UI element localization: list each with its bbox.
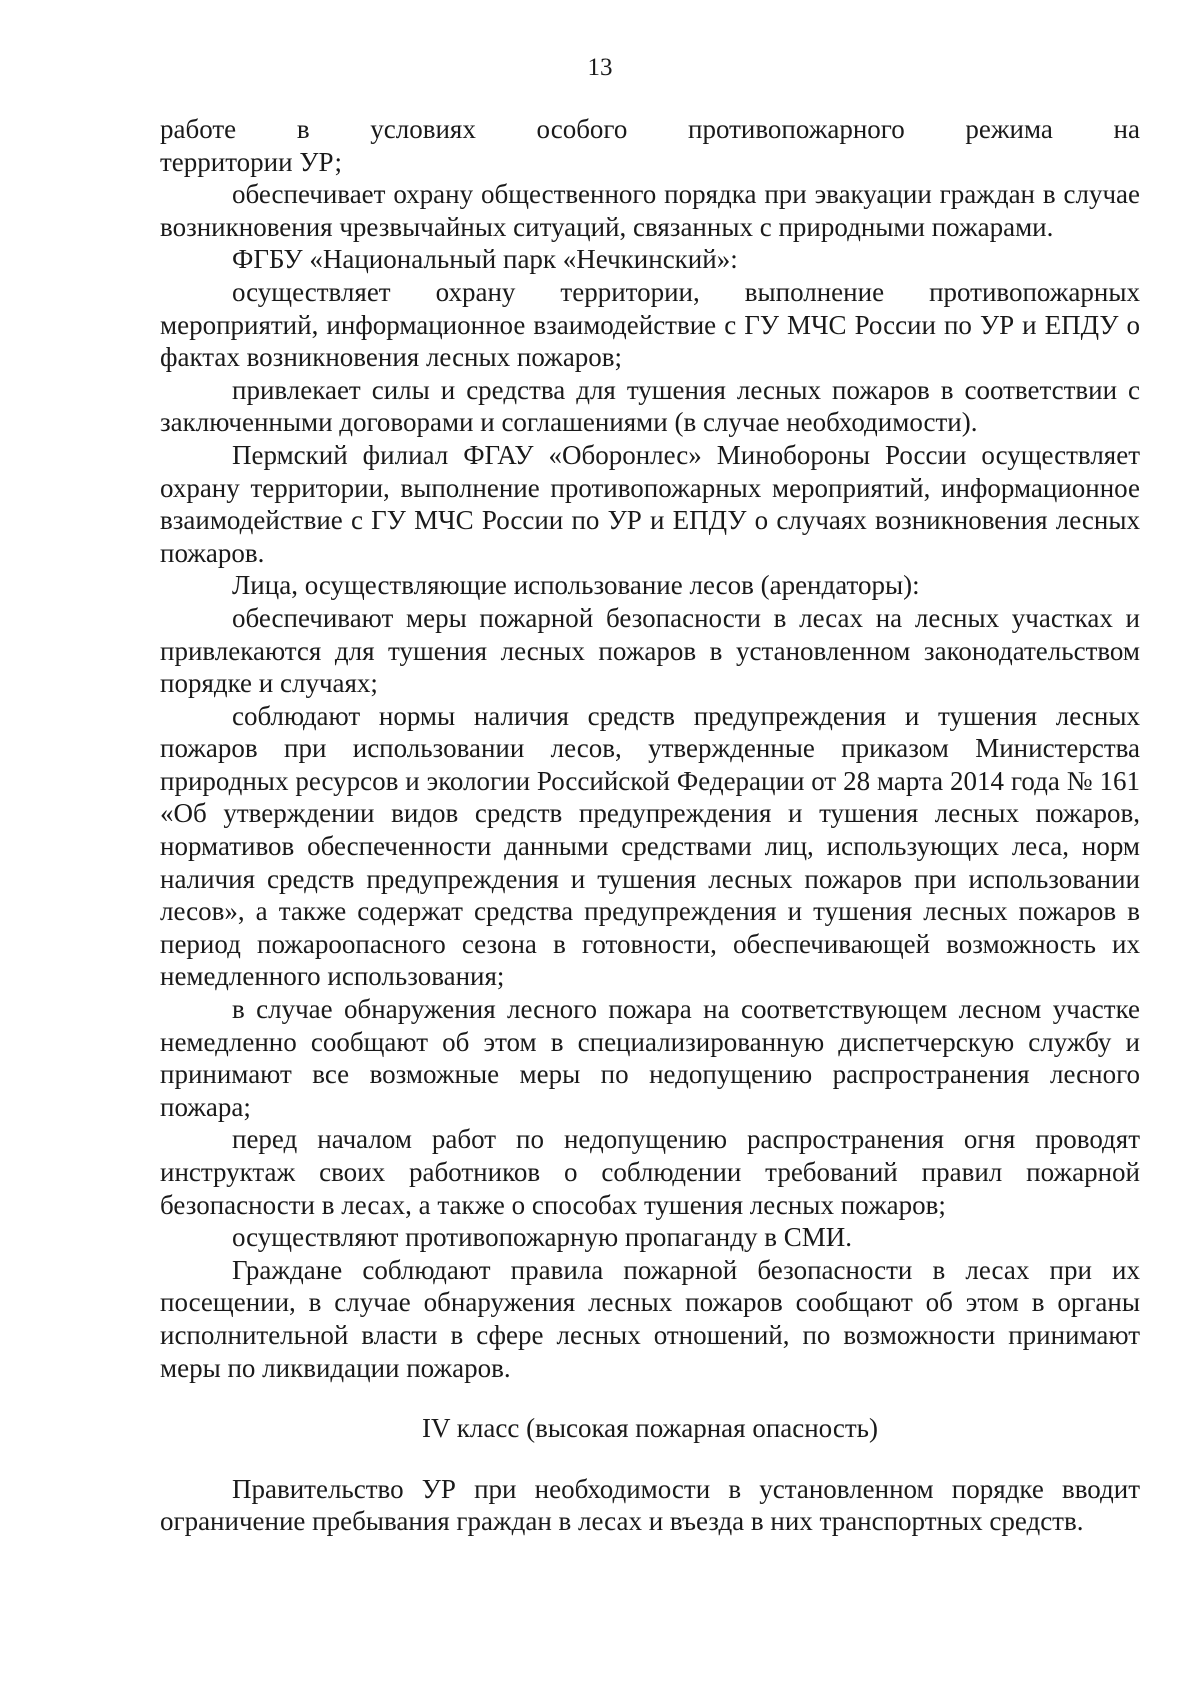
paragraph-forest-users-heading: Лица, осуществляющие использование лесов (арендаторы): xyxy=(232,570,920,601)
paragraph-nechkinsky-park-heading: ФГБУ «Национальный парк «Нечкинский»: xyxy=(232,244,738,275)
paragraph-forest-users-norms: соблюдают нормы наличия средств предупреждения и тушения лесных пожаров при использовании лесов, утвержденные приказом Министерства природных ресурсов и экологии Российской Федерации от 28 марта 2014 года № 161 «Об утверждении видов средств предупреждения и тушения лесных пожаров, нормативов обеспеченности данными средствами лиц, использующих леса, норм наличия средств предупреждения и тушения лесных пожаров при использовании лесов», а также содержат средства предупреждения и тушения лесных пожаров в период пожароопасного сезона в готовности, обеспечивающей возможность их немедленного использования; xyxy=(160,700,1140,992)
paragraph-continuation-rest: территории УР; xyxy=(160,146,342,177)
section-heading: IV класс (высокая пожарная опасность) xyxy=(422,1413,878,1444)
paragraph-forest-users-briefing: перед началом работ по недопущению распространения огня проводят инструктаж своих работников о соблюдении требований правил пожарной безопасности в лесах, а также о способах тушения лесных пожаров; xyxy=(160,1124,1140,1220)
document-body xyxy=(160,113,1140,1538)
paragraph-oboronles: Пермский филиал ФГАУ «Оборонлес» Минобороны России осуществляет охрану территории, выполнение противопожарных мероприятий, информационное взаимодействие с ГУ МЧС России по УР и ЕПДУ о случаях возникновения лесных пожаров. xyxy=(160,439,1140,568)
paragraph-forest-users-fire-detection: в случае обнаружения лесного пожара на соответствующем лесном участке немедленно сообщают об этом в специализированную диспетчерскую службу и принимают все возможные меры по недопущению распространения лесного пожара; xyxy=(160,994,1140,1122)
paragraph-forest-users-propaganda: осуществляют противопожарную пропаганду в СМИ. xyxy=(232,1222,853,1253)
paragraph-government-restriction: Правительство УР при необходимости в установленном порядке вводит ограничение пребывания граждан в лесах и въезда в них транспортных средств. xyxy=(160,1473,1140,1537)
paragraph-police-evacuation: обеспечивает охрану общественного порядка при эвакуации граждан в случае возникновения чрезвычайных ситуаций, связанных с природными пожарами. xyxy=(160,179,1140,242)
page-number: 13 xyxy=(587,54,613,81)
paragraph-nechkinsky-duties: осуществляет охрану территории, выполнение противопожарных мероприятий, информационное взаимодействие с ГУ МЧС России по УР и ЕПДУ о фактах возникновения лесных пожаров; xyxy=(160,276,1140,373)
paragraph-nechkinsky-forces: привлекает силы и средства для тушения лесных пожаров в соответствии с заключенными договорами и соглашениями (в случае необходимости). xyxy=(160,374,1140,438)
paragraph-continuation-first-line: работе в условиях особого противопожарного режима на xyxy=(160,114,1140,144)
paragraph-forest-users-safety: обеспечивают меры пожарной безопасности в лесах на лесных участках и привлекаются для тушения лесных пожаров в установленном законодательством порядке и случаях; xyxy=(160,602,1140,699)
paragraph-citizens: Граждане соблюдают правила пожарной безопасности в лесах при их посещении, в случае обнаружения лесных пожаров сообщают об этом в органы исполнительной власти в сфере лесных отношений, по возможности принимают меры по ликвидации пожаров. xyxy=(160,1254,1140,1383)
